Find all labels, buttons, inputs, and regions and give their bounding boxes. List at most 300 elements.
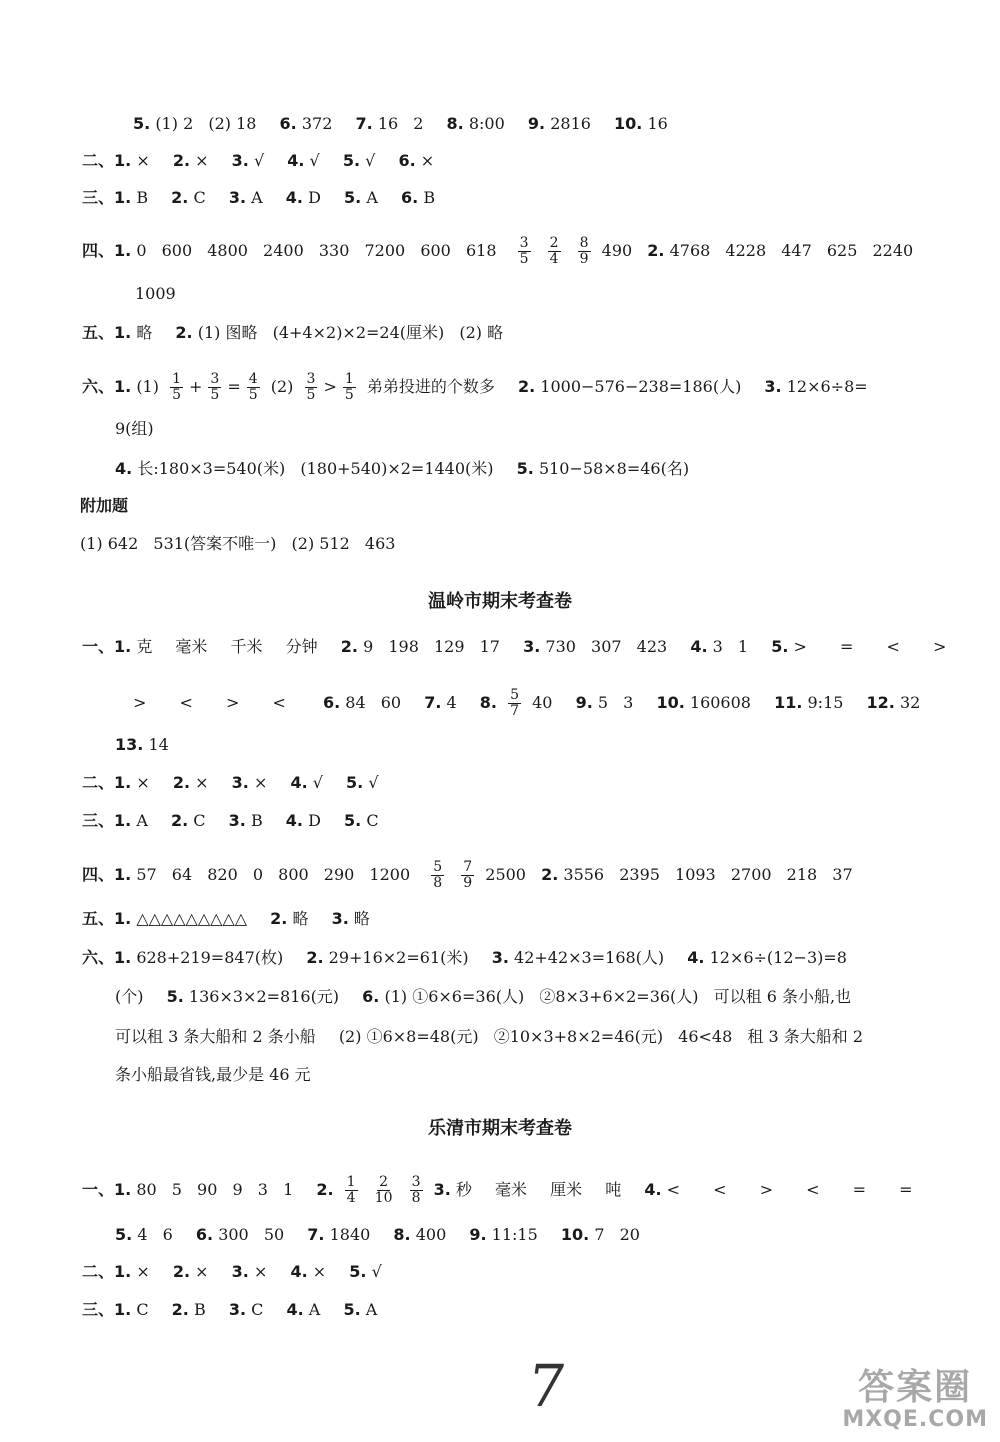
numerator: 2 bbox=[549, 235, 559, 251]
answer: B bbox=[193, 1300, 206, 1319]
item-number: 5. bbox=[115, 1225, 133, 1244]
item-number: 3. bbox=[231, 773, 249, 792]
answer: (1) 图略 bbox=[197, 323, 258, 342]
answer: 2 bbox=[413, 114, 424, 133]
watermark-url: MXQE.COM bbox=[842, 1407, 988, 1432]
answer: 9(组) bbox=[115, 419, 154, 438]
item-number: 11. bbox=[774, 693, 803, 712]
item-number: 7. bbox=[424, 693, 442, 712]
numerator: 1 bbox=[172, 371, 181, 387]
item-number: 8. bbox=[393, 1225, 411, 1244]
item-number: 3. bbox=[231, 1262, 249, 1281]
denominator: 5 bbox=[344, 387, 354, 403]
answer: (180+540)×2=1440(米) bbox=[300, 459, 494, 478]
item-number: 5. bbox=[133, 114, 151, 133]
answer: × bbox=[136, 151, 150, 170]
answer: 1093 bbox=[675, 865, 716, 884]
answer: 9:15 bbox=[807, 693, 844, 712]
answer: 8:00 bbox=[468, 114, 505, 133]
item-number: 4. bbox=[286, 1300, 304, 1319]
answer: (2) ①6×8=48(元) bbox=[338, 1027, 479, 1046]
answer: 90 bbox=[197, 1180, 218, 1199]
item-number: 6. bbox=[195, 1225, 214, 1244]
answer: 毫米 bbox=[175, 637, 208, 656]
item-number: 3. bbox=[433, 1180, 451, 1199]
answer: 40 bbox=[532, 693, 553, 712]
section-number: 三、1. bbox=[82, 188, 132, 207]
watermark-logo bbox=[842, 1368, 988, 1432]
answer-line bbox=[115, 459, 1000, 479]
item-number: 3. bbox=[764, 377, 782, 396]
answer: 618 bbox=[465, 241, 497, 260]
answer: A bbox=[136, 811, 148, 830]
item-number: 2. bbox=[517, 377, 536, 396]
item-number: 5. bbox=[344, 188, 362, 207]
answer: 307 bbox=[591, 637, 622, 656]
answer: 厘米 bbox=[550, 1180, 583, 1199]
answer: 3 bbox=[712, 637, 723, 656]
item-number: 3. bbox=[523, 637, 541, 656]
answer: 290 bbox=[323, 865, 355, 884]
item-number: 7. bbox=[307, 1225, 325, 1244]
answer: 60 bbox=[380, 693, 402, 712]
answer: 3556 bbox=[563, 865, 605, 884]
fraction bbox=[343, 372, 356, 403]
item-number: 4. bbox=[287, 151, 305, 170]
item-number: 5. bbox=[349, 1262, 367, 1281]
answer: × bbox=[312, 1262, 327, 1281]
answer-line bbox=[115, 419, 1000, 439]
answer: 9 bbox=[363, 637, 374, 656]
answer-line: 六、1. (1) $\frac{1}{5}$ + $\frac{3}{5}$ = $\frac{4}{5}$ (2) $\frac{3}{5}$ > $\frac{1}{5}$ 弟弟投进的个数多 2. 1000−576−238=186(人) 3. 12×6÷8= bbox=[82, 371, 868, 403]
numerator: 5 bbox=[433, 859, 443, 875]
item-number: 5. bbox=[343, 1300, 361, 1319]
answer: 弟弟投进的个数多 bbox=[366, 377, 495, 396]
numerator: 7 bbox=[463, 859, 473, 875]
answer: × bbox=[195, 1262, 209, 1281]
answer: 37 bbox=[832, 865, 853, 884]
item-number: 5. bbox=[771, 637, 789, 656]
answer: 372 bbox=[301, 114, 333, 133]
answer: 400 bbox=[415, 1225, 447, 1244]
answer: 17 bbox=[479, 637, 500, 656]
item-number: 12. bbox=[866, 693, 895, 712]
answer: 略 bbox=[292, 909, 309, 928]
item-number: 4. bbox=[115, 459, 133, 478]
answer-line bbox=[82, 1300, 1000, 1320]
answer: 531(答案不唯一) bbox=[153, 534, 277, 553]
item-number: 3. bbox=[331, 909, 349, 928]
section-number: 五、1. bbox=[82, 323, 132, 342]
item-number: 4. bbox=[285, 811, 304, 830]
answer: △△△△△△△△△ bbox=[136, 909, 248, 928]
denominator: 5 bbox=[248, 387, 258, 403]
numerator: 3 bbox=[411, 1174, 421, 1190]
answer: 长:180×3=540(米) bbox=[137, 459, 286, 478]
denominator: 5 bbox=[172, 387, 181, 403]
answer-line bbox=[82, 773, 1000, 793]
fraction bbox=[461, 860, 474, 891]
answer: √ bbox=[253, 151, 265, 170]
answer: 600 bbox=[161, 241, 193, 260]
fraction bbox=[518, 236, 531, 267]
answer: C bbox=[366, 811, 379, 830]
answer: 820 bbox=[207, 865, 238, 884]
answer: 160608 bbox=[689, 693, 751, 712]
bonus-heading bbox=[80, 496, 1000, 516]
answer: > < > < bbox=[133, 693, 300, 712]
item-number: 2. bbox=[172, 773, 191, 792]
answer: 2400 bbox=[263, 241, 304, 260]
item-number: 5. bbox=[516, 459, 534, 478]
answer: 0 bbox=[252, 865, 264, 884]
answer-line bbox=[82, 151, 1000, 171]
section-number: 三、1. bbox=[82, 1300, 132, 1319]
item-number: 2. bbox=[172, 151, 191, 170]
answer-line bbox=[82, 637, 1000, 657]
answer: D bbox=[308, 811, 321, 830]
answer: 423 bbox=[636, 637, 668, 656]
answer-line bbox=[82, 811, 1000, 831]
item-number: 4. bbox=[690, 637, 708, 656]
answer-line bbox=[115, 735, 1000, 755]
section-number: 四、1. bbox=[82, 865, 132, 884]
denominator: 7 bbox=[510, 703, 520, 719]
section-number: 一、1. bbox=[82, 1180, 132, 1199]
answer: 2240 bbox=[872, 241, 914, 260]
answer: 136×3×2=816(元) bbox=[188, 987, 340, 1006]
item-number: 4. bbox=[290, 773, 308, 792]
item-number: 5. bbox=[346, 773, 364, 792]
numerator: 3 bbox=[210, 371, 220, 387]
fraction bbox=[375, 1175, 393, 1206]
answer: √ bbox=[368, 773, 379, 792]
section-number: 六、1. bbox=[82, 377, 132, 396]
answer: 7 bbox=[594, 1225, 605, 1244]
answer-line bbox=[82, 909, 1000, 929]
answer: 3 bbox=[623, 693, 634, 712]
denominator: 5 bbox=[519, 251, 529, 267]
fraction bbox=[208, 372, 221, 403]
heading-text: 附加题 bbox=[80, 496, 129, 515]
denominator: 4 bbox=[346, 1190, 356, 1206]
answer: ②10×3+8×2=46(元) bbox=[493, 1027, 664, 1046]
numerator: 8 bbox=[579, 235, 589, 251]
answer: 64 bbox=[171, 865, 193, 884]
answer: 1000−576−238=186(人) bbox=[540, 377, 742, 396]
answer: 12×6÷8= bbox=[786, 377, 868, 396]
answer: B bbox=[250, 811, 263, 830]
item-number: 2. bbox=[647, 241, 665, 260]
answer: 42+42×3=168(人) bbox=[514, 948, 665, 967]
answer: 330 bbox=[318, 241, 350, 260]
answer: 2816 bbox=[550, 114, 591, 133]
item-number: 7. bbox=[355, 114, 373, 133]
denominator: 5 bbox=[306, 387, 316, 403]
answer: 218 bbox=[786, 865, 818, 884]
answer: 可以租 6 条小船,也 bbox=[713, 987, 852, 1006]
answer: × bbox=[253, 1262, 268, 1281]
denominator: 8 bbox=[433, 875, 443, 891]
answer-line bbox=[80, 534, 1000, 554]
denominator: 8 bbox=[411, 1190, 421, 1206]
answer-line bbox=[115, 987, 1000, 1007]
answer: 千米 bbox=[230, 637, 263, 656]
answer: 1840 bbox=[329, 1225, 371, 1244]
item-number: 6. bbox=[398, 151, 416, 170]
answer: (2) bbox=[270, 377, 294, 396]
answer-line bbox=[82, 188, 1000, 208]
answer: 12×6÷(12−3)=8 bbox=[709, 948, 847, 967]
answer: 1 bbox=[737, 637, 749, 656]
fraction bbox=[578, 236, 591, 267]
answer-line bbox=[133, 688, 1000, 719]
numerator: 3 bbox=[306, 371, 316, 387]
answer: 600 bbox=[420, 241, 451, 260]
answer-line bbox=[115, 1225, 1000, 1245]
item-number: 4. bbox=[290, 1262, 308, 1281]
item-number: 4. bbox=[687, 948, 705, 967]
answer: B bbox=[423, 188, 436, 207]
answer: A bbox=[251, 188, 263, 207]
answer: B bbox=[136, 188, 149, 207]
answer: 628+219=847(枚) bbox=[136, 948, 284, 967]
item-number: 8. bbox=[479, 693, 498, 712]
answer: 1009 bbox=[135, 284, 176, 303]
fraction bbox=[508, 688, 521, 719]
item-number: 4. bbox=[644, 1180, 662, 1199]
answer-line bbox=[82, 236, 1000, 267]
answer: 9 bbox=[232, 1180, 243, 1199]
denominator: 10 bbox=[374, 1190, 393, 1206]
answer: 80 bbox=[136, 1180, 157, 1199]
answer: (2) 略 bbox=[459, 323, 504, 342]
item-number: 3. bbox=[491, 948, 509, 967]
answer: (1) 2 bbox=[155, 114, 194, 133]
answer-line bbox=[82, 948, 1000, 968]
answer-line bbox=[133, 114, 1000, 134]
fraction bbox=[305, 372, 318, 403]
answer: 730 bbox=[545, 637, 576, 656]
answer: √ bbox=[365, 151, 376, 170]
item-number: 2. bbox=[340, 637, 358, 656]
answer: 14 bbox=[148, 735, 169, 754]
answer: √ bbox=[312, 773, 323, 792]
answer: 1200 bbox=[369, 865, 411, 884]
answer: 29+16×2=61(米) bbox=[328, 948, 469, 967]
fraction bbox=[247, 372, 260, 403]
answer: 克 bbox=[136, 637, 153, 656]
denominator: 9 bbox=[579, 251, 589, 267]
answer: 吨 bbox=[605, 1180, 622, 1199]
item-number: 5. bbox=[342, 151, 361, 170]
answer: 租 3 条大船和 2 bbox=[747, 1027, 863, 1046]
section-number: 二、1. bbox=[82, 1262, 132, 1281]
answer: C bbox=[193, 811, 206, 830]
item-number: 2. bbox=[541, 865, 559, 884]
answer: 4 bbox=[446, 693, 457, 712]
item-number: 6. bbox=[322, 693, 341, 712]
answer: A bbox=[366, 188, 378, 207]
answer: 84 bbox=[345, 693, 366, 712]
item-number: 2. bbox=[306, 948, 324, 967]
answer: 可以租 3 条大船和 2 条小船 bbox=[115, 1027, 316, 1046]
answer: 0 bbox=[136, 241, 147, 260]
answer: 625 bbox=[826, 241, 858, 260]
answer: 510−58×8=46(名) bbox=[538, 459, 690, 478]
answer: × bbox=[195, 773, 209, 792]
answer: 46<48 bbox=[678, 1027, 733, 1046]
answer: 129 bbox=[433, 637, 465, 656]
section-number: 二、1. bbox=[82, 151, 132, 170]
answer: 3 bbox=[257, 1180, 268, 1199]
answer: 57 bbox=[136, 865, 157, 884]
answer: (4+4×2)×2=24(厘米) bbox=[272, 323, 445, 342]
item-number: 9. bbox=[469, 1225, 487, 1244]
answer: 447 bbox=[781, 241, 812, 260]
item-number: 3. bbox=[231, 151, 249, 170]
watermark-text: 答案圈 bbox=[858, 1367, 973, 1408]
answer: (1) ①6×6=36(人) bbox=[384, 987, 525, 1006]
section-number: 二、1. bbox=[82, 773, 132, 792]
section-title: 乐清市期末考查卷 bbox=[428, 1118, 572, 1139]
item-number: 9. bbox=[575, 693, 593, 712]
answer: 分钟 bbox=[285, 637, 318, 656]
answer: 7200 bbox=[364, 241, 406, 260]
numerator: 1 bbox=[346, 1174, 356, 1190]
answer: D bbox=[308, 188, 321, 207]
item-number: 5. bbox=[166, 987, 184, 1006]
answer: 略 bbox=[353, 909, 370, 928]
answer: 5 bbox=[171, 1180, 182, 1199]
answer: C bbox=[251, 1300, 264, 1319]
item-number: 10. bbox=[656, 693, 685, 712]
fraction bbox=[410, 1175, 423, 1206]
answer: 20 bbox=[619, 1225, 640, 1244]
answer: (1) bbox=[136, 377, 159, 396]
fraction bbox=[170, 372, 183, 403]
item-number: 3. bbox=[228, 1300, 247, 1319]
item-number: 6. bbox=[401, 188, 419, 207]
answer: 2500 bbox=[485, 865, 526, 884]
answer: 800 bbox=[278, 865, 309, 884]
answer: 300 bbox=[218, 1225, 249, 1244]
answer: 秒 bbox=[455, 1180, 472, 1199]
item-number: 8. bbox=[446, 114, 464, 133]
answer: 32 bbox=[899, 693, 921, 712]
answer: 条小船最省钱,最少是 46 元 bbox=[115, 1065, 311, 1084]
item-number: 2. bbox=[171, 1300, 189, 1319]
answer: 198 bbox=[388, 637, 419, 656]
answer: (个) bbox=[115, 987, 144, 1006]
answer: 50 bbox=[263, 1225, 285, 1244]
answer: (1) 642 bbox=[80, 534, 139, 553]
denominator: 4 bbox=[549, 251, 559, 267]
answer: × bbox=[195, 151, 209, 170]
denominator: 5 bbox=[210, 387, 220, 403]
answer: × bbox=[136, 1262, 150, 1281]
item-number: 2. bbox=[171, 188, 189, 207]
section-number: 一、1. bbox=[82, 637, 132, 656]
answer: √ bbox=[371, 1262, 382, 1281]
answer: (2) 512 bbox=[291, 534, 350, 553]
answer: 4 bbox=[137, 1225, 148, 1244]
answer: 16 bbox=[647, 114, 668, 133]
answer: √ bbox=[309, 151, 320, 170]
section-number: 四、1. bbox=[82, 241, 132, 260]
item-number: 5. bbox=[344, 811, 362, 830]
fraction bbox=[431, 860, 444, 891]
answer: 4768 bbox=[669, 241, 711, 260]
item-number: 10. bbox=[614, 114, 643, 133]
section-number: 五、1. bbox=[82, 909, 132, 928]
numerator: 1 bbox=[344, 371, 354, 387]
answer: × bbox=[253, 773, 268, 792]
answer: 6 bbox=[162, 1225, 173, 1244]
answer: 4228 bbox=[725, 241, 767, 260]
page-number: 7 bbox=[523, 1352, 570, 1420]
answer-line bbox=[115, 1065, 1000, 1085]
answer-line bbox=[115, 1027, 1000, 1047]
numerator: 3 bbox=[519, 235, 529, 251]
answer: × bbox=[420, 151, 435, 170]
answer-line bbox=[82, 860, 1000, 891]
item-number: 2. bbox=[316, 1180, 334, 1199]
fraction bbox=[345, 1175, 358, 1206]
answer: > = < > bbox=[793, 637, 961, 656]
answer: 毫米 bbox=[495, 1180, 528, 1199]
numerator: 2 bbox=[379, 1174, 389, 1190]
fraction bbox=[548, 236, 561, 267]
item-number: 9. bbox=[527, 114, 546, 133]
answer: C bbox=[193, 188, 206, 207]
answer: 2395 bbox=[619, 865, 660, 884]
answer: 略 bbox=[136, 323, 153, 342]
answer-line bbox=[135, 284, 1000, 304]
item-number: 2. bbox=[175, 323, 193, 342]
answer: × bbox=[136, 773, 150, 792]
answer-line bbox=[82, 1175, 1000, 1206]
answer-line bbox=[82, 323, 1000, 343]
answer: A bbox=[365, 1300, 378, 1319]
answer: ②8×3+6×2=36(人) bbox=[539, 987, 699, 1006]
answer: 1 bbox=[283, 1180, 294, 1199]
answer: C bbox=[136, 1300, 149, 1319]
item-number: 2. bbox=[270, 909, 288, 928]
item-number: 2. bbox=[170, 811, 189, 830]
section-title: 温岭市期末考查卷 bbox=[428, 591, 572, 612]
answer: 11:15 bbox=[491, 1225, 538, 1244]
item-number: 6. bbox=[362, 987, 380, 1006]
answer: 4800 bbox=[207, 241, 248, 260]
answer-line bbox=[82, 1262, 1000, 1282]
answer: 5 bbox=[597, 693, 609, 712]
item-number: 3. bbox=[228, 811, 246, 830]
section-number: 六、1. bbox=[82, 948, 132, 967]
answer: < < > < = = bbox=[666, 1180, 927, 1199]
section-number: 三、1. bbox=[82, 811, 132, 830]
item-number: 3. bbox=[228, 188, 247, 207]
numerator: 5 bbox=[510, 687, 520, 703]
answer: (2) 18 bbox=[208, 114, 257, 133]
answer: 16 bbox=[377, 114, 399, 133]
numerator: 4 bbox=[248, 371, 258, 387]
answer: 463 bbox=[364, 534, 396, 553]
item-number: 10. bbox=[560, 1225, 590, 1244]
denominator: 9 bbox=[463, 875, 473, 891]
item-number: 13. bbox=[115, 735, 144, 754]
item-number: 4. bbox=[285, 188, 304, 207]
